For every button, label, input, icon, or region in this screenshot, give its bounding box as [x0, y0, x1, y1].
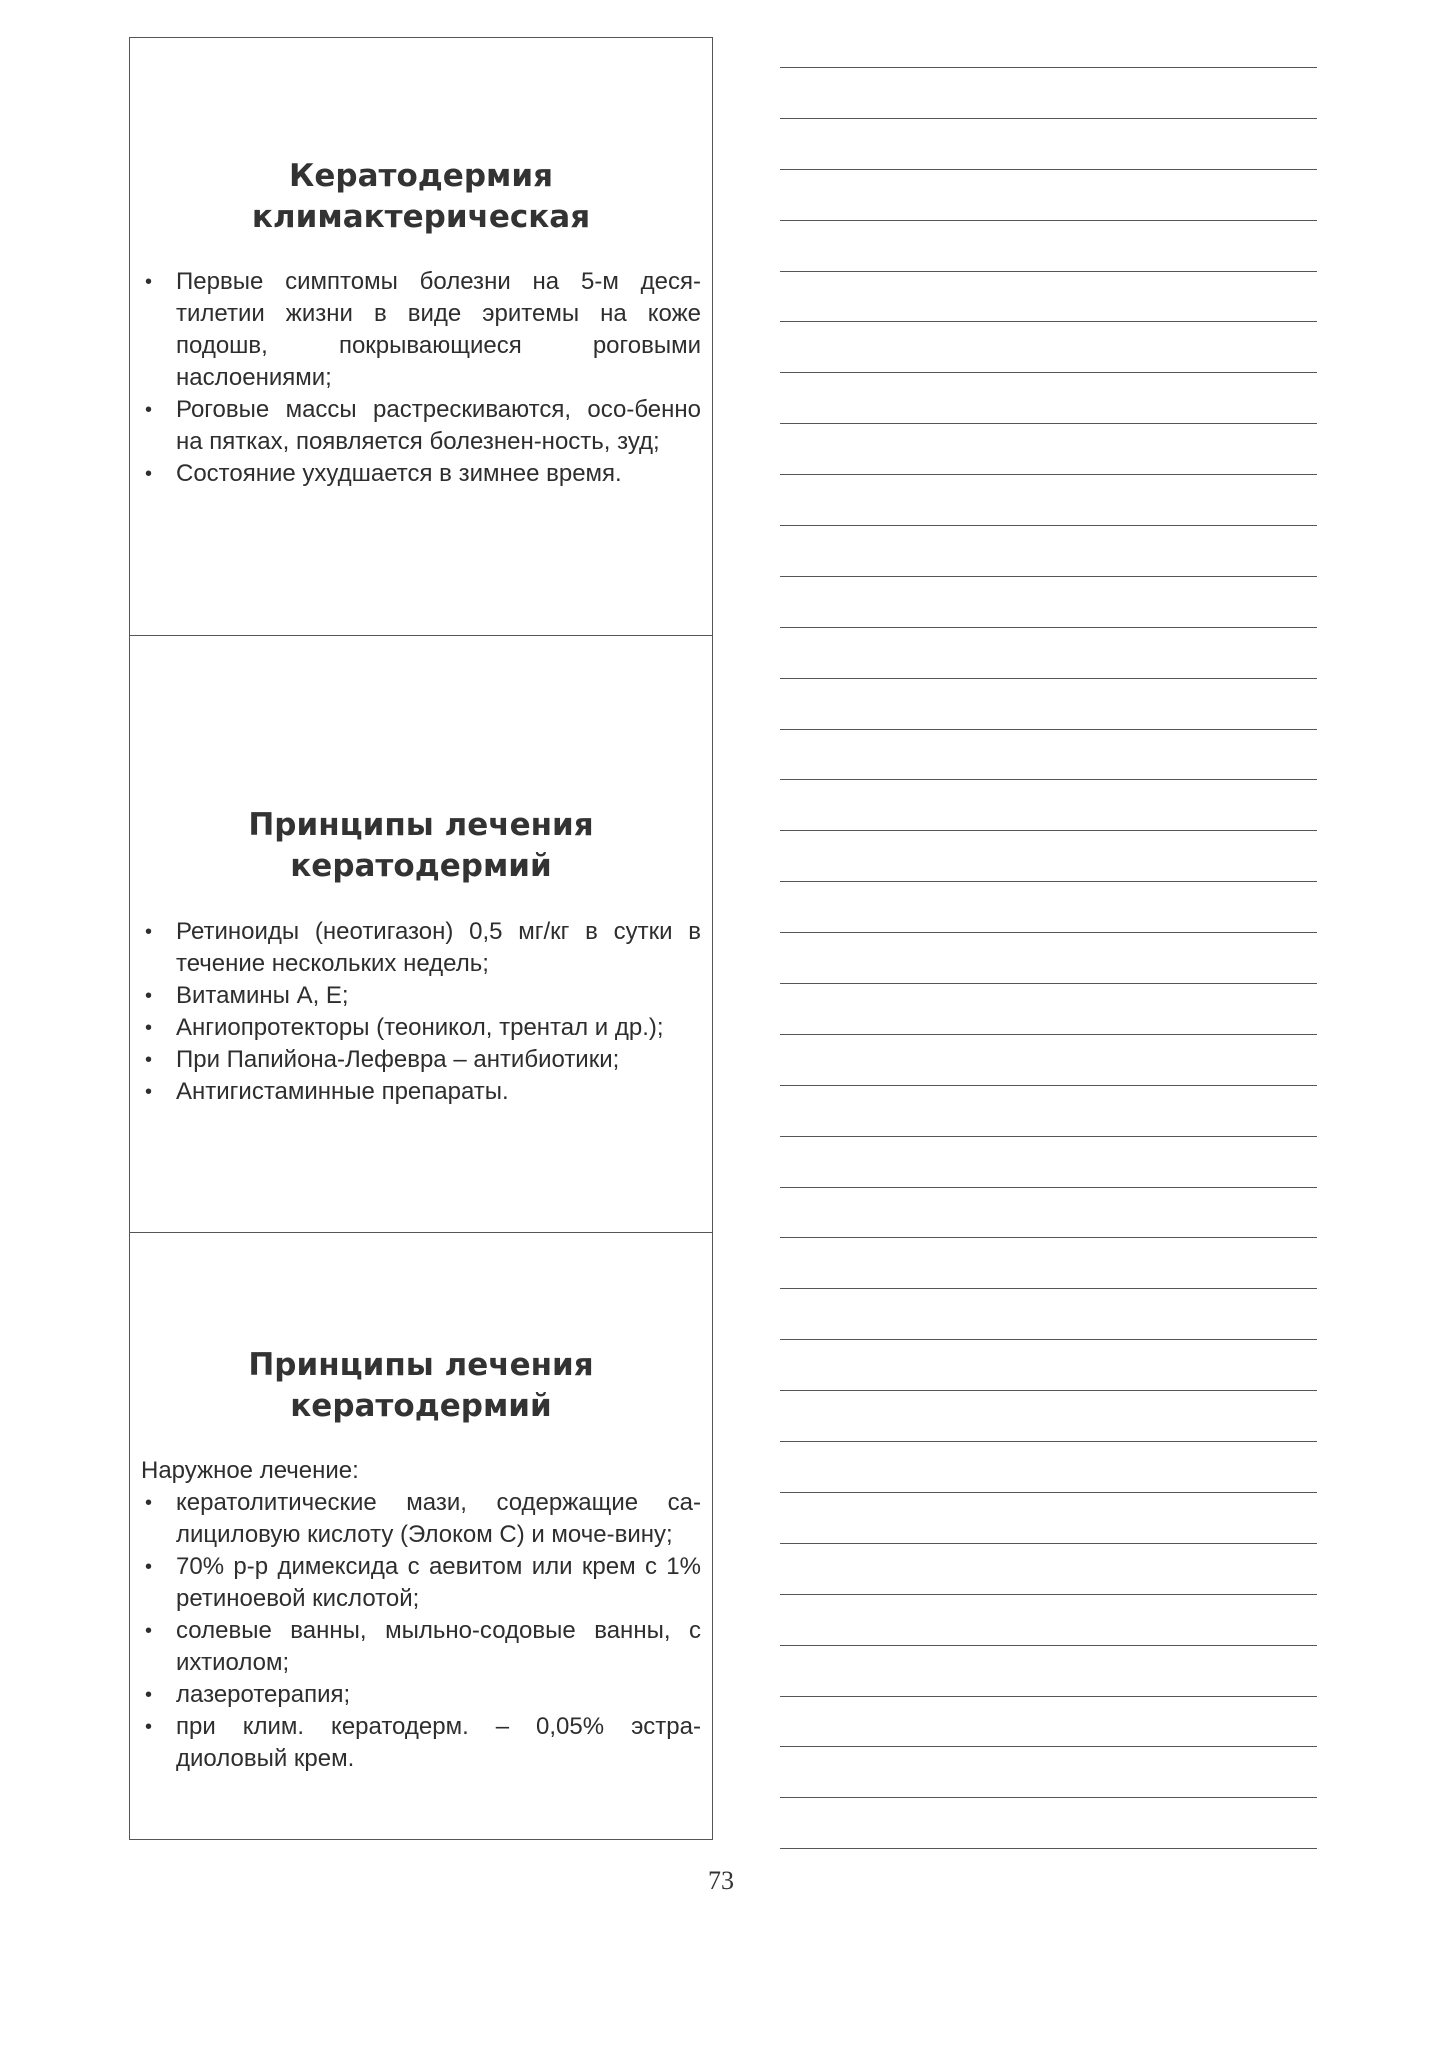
card-title-line: Принципы лечения	[248, 807, 594, 843]
ruled-line	[780, 1492, 1317, 1543]
ruled-line	[780, 220, 1317, 271]
card-body	[141, 266, 701, 490]
card-title-line: Принципы лечения	[248, 1347, 594, 1383]
card-title	[130, 156, 712, 238]
ruled-line	[780, 932, 1317, 983]
card-title	[130, 805, 712, 887]
card-treatment-principles	[130, 635, 712, 1232]
ruled-note-lines	[780, 67, 1317, 1899]
list-item: • Ретиноиды (неотигазон) 0,5 мг/кг в сутки в течение нескольких недель;	[141, 916, 701, 980]
ruled-line	[780, 779, 1317, 830]
ruled-line	[780, 372, 1317, 423]
card-title	[130, 1345, 712, 1427]
intro-text: Наружное лечение:	[141, 1457, 359, 1484]
list-item: • При Папийона-Лефевра – антибиотики;	[141, 1044, 701, 1076]
card-external-treatment	[130, 1232, 712, 1841]
ruled-line	[780, 1390, 1317, 1441]
page-number: 73	[708, 1866, 734, 1895]
list-item: • Состояние ухудшается в зимнее время.	[141, 458, 701, 490]
card-title-line: климактерическая	[251, 199, 591, 235]
ruled-line	[780, 1441, 1317, 1492]
card-title-line: кератодермий	[290, 848, 552, 884]
bullet-list	[141, 916, 701, 1108]
ruled-line	[780, 271, 1317, 322]
list-item: • при клим. кератодерм. – 0,05% эстра-диоловый крем.	[141, 1711, 701, 1775]
card-title-line: кератодермий	[290, 1388, 552, 1424]
ruled-line	[780, 1746, 1317, 1797]
list-item: • Ангиопротекторы (теоникол, трентал и др.);	[141, 1012, 701, 1044]
card-body	[141, 916, 701, 1108]
ruled-line	[780, 1339, 1317, 1390]
ruled-line	[780, 525, 1317, 576]
ruled-line	[780, 1543, 1317, 1594]
list-item: • солевые ванны, мыльно-содовые ванны, с ихтиолом;	[141, 1615, 701, 1679]
ruled-line	[780, 729, 1317, 780]
ruled-line	[780, 169, 1317, 220]
ruled-line	[780, 678, 1317, 729]
ruled-line	[780, 1797, 1317, 1848]
ruled-line	[780, 1594, 1317, 1645]
bullet-list	[141, 1487, 701, 1775]
ruled-line	[780, 474, 1317, 525]
ruled-line	[780, 1136, 1317, 1187]
bullet-list	[141, 266, 701, 490]
ruled-line	[780, 1187, 1317, 1238]
ruled-line	[780, 1085, 1317, 1136]
ruled-line	[780, 321, 1317, 372]
list-item: • Роговые массы растрескиваются, осо-бенно на пятках, появляется болезнен-ность, зуд;	[141, 394, 701, 458]
list-item: • Первые симптомы болезни на 5-м деся-тилетии жизни в виде эритемы на коже подошв, покрывающиеся роговыми наслоениями;	[141, 266, 701, 394]
ruled-line	[780, 423, 1317, 474]
ruled-line	[780, 1034, 1317, 1085]
ruled-line	[780, 983, 1317, 1034]
ruled-line	[780, 627, 1317, 678]
list-item: • кератолитические мази, содержащие са-лициловую кислоту (Элоком С) и моче-вину;	[141, 1487, 701, 1551]
ruled-line	[780, 576, 1317, 627]
ruled-line	[780, 881, 1317, 932]
card-title-line: Кератодермия	[289, 158, 553, 194]
ruled-line	[780, 118, 1317, 169]
note-cards	[129, 37, 713, 1840]
list-item: • 70% р-р димексида с аевитом или крем с 1% ретиноевой кислотой;	[141, 1551, 701, 1615]
ruled-line	[780, 1645, 1317, 1696]
ruled-line	[780, 1237, 1317, 1288]
ruled-line	[780, 1288, 1317, 1339]
list-item: • Витамины А, Е;	[141, 980, 701, 1012]
list-item: • лазеротерапия;	[141, 1679, 701, 1711]
card-keratoderma-climacteric	[130, 38, 712, 635]
ruled-line	[780, 67, 1317, 118]
list-item: • Антигистаминные препараты.	[141, 1076, 701, 1108]
ruled-line	[780, 1696, 1317, 1747]
ruled-line	[780, 830, 1317, 881]
card-body	[141, 1455, 701, 1775]
